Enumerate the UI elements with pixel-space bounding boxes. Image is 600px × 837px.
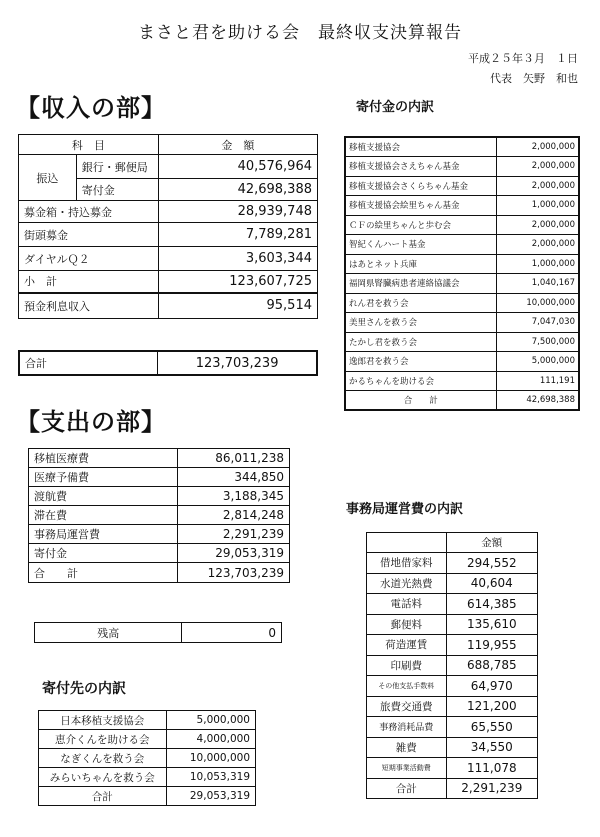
income-row-amount: 7,789,281 [158,223,317,247]
donation-received-amount: 5,000,000 [496,352,579,372]
income-row-label: 預金利息収入 [19,293,159,319]
donations-to-heading: 寄付先の内訳 [42,681,126,697]
office-cost-label: 短期事業活動費 [367,758,447,779]
office-cost-label: 雑費 [367,737,447,758]
expense-heading: 【支出の部】 [16,408,166,436]
report-date: 平成２５年３月 １日 [468,52,578,65]
donation-received-label: たかし君を救う会 [345,332,496,352]
report-title: まさと君を助ける会 最終収支決算報告 [138,23,462,43]
donation-received-label: かるちゃんを助ける会 [345,371,496,391]
income-header-amount: 金 額 [158,135,317,155]
donation-received-label: 美里さんを救う会 [345,313,496,333]
donation-received-amount: 2,000,000 [496,157,579,177]
office-cost-label: 郵便料 [367,614,447,635]
office-cost-amount: 135,610 [446,614,537,635]
income-table [18,134,318,319]
donation-received-amount: 2,000,000 [496,215,579,235]
income-row-label: 募金箱・持込募金 [19,201,159,223]
office-costs-heading: 事務局運営費の内訳 [346,502,464,517]
donation-to-label: なぎくんを救う会 [39,749,167,768]
donations-received-heading: 寄付金の内訳 [356,100,435,115]
office-costs-header-amount: 金額 [446,533,537,553]
donations-received-table [344,136,580,411]
income-total-label: 合計 [19,351,158,375]
income-row-label: 寄付金 [76,179,158,201]
income-row-amount: 95,514 [158,293,317,319]
expense-table [28,448,290,583]
office-cost-label: 旅費交通費 [367,696,447,717]
office-cost-label: 印刷費 [367,655,447,676]
donation-to-total-label: 合計 [39,787,167,806]
income-row-amount: 3,603,344 [158,247,317,271]
donation-to-amount: 4,000,000 [166,730,255,749]
income-row-amount: 40,576,964 [158,155,317,179]
expense-row-label: 医療予備費 [29,468,178,487]
donation-received-label: 福岡県腎臓病患者連絡協議会 [345,274,496,294]
donation-received-total-amount: 42,698,388 [496,391,579,411]
donation-received-label: れん君を救う会 [345,293,496,313]
donation-to-total-amount: 29,053,319 [166,787,255,806]
income-heading: 【収入の部】 [16,94,166,122]
donation-received-amount: 7,500,000 [496,332,579,352]
office-cost-label: 荷造運賃 [367,635,447,656]
income-row-label: ダイヤルＱ２ [19,247,159,271]
income-transfer-label: 振込 [19,155,77,201]
office-cost-amount: 688,785 [446,655,537,676]
office-cost-amount: 119,955 [446,635,537,656]
donation-to-amount: 10,053,319 [166,768,255,787]
office-cost-amount: 65,550 [446,717,537,738]
donation-received-amount: 1,040,167 [496,274,579,294]
income-header-item: 科 目 [19,135,159,155]
donation-received-label: 逸郎君を救う会 [345,352,496,372]
donation-to-amount: 5,000,000 [166,711,255,730]
donation-to-amount: 10,000,000 [166,749,255,768]
donation-received-label: 移植支援協会 [345,137,496,157]
donation-to-label: 恵介くんを助ける会 [39,730,167,749]
income-row-amount: 42,698,388 [158,179,317,201]
expense-row-amount: 2,814,248 [178,506,290,525]
donation-received-amount: 2,000,000 [496,176,579,196]
office-cost-amount: 111,078 [446,758,537,779]
office-cost-amount: 40,604 [446,573,537,594]
donation-received-amount: 10,000,000 [496,293,579,313]
office-cost-label: 電話料 [367,594,447,615]
representative: 代表 矢野 和也 [490,72,578,85]
balance-amount: 0 [182,623,282,643]
office-cost-amount: 64,970 [446,676,537,697]
expense-row-amount: 2,291,239 [178,525,290,544]
expense-row-label: 渡航費 [29,487,178,506]
donation-received-amount: 2,000,000 [496,137,579,157]
balance-label: 残高 [35,623,182,643]
income-total-amount: 123,703,239 [158,351,317,375]
office-cost-amount: 614,385 [446,594,537,615]
expense-row-label: 移植医療費 [29,449,178,468]
donation-received-label: はあとネット兵庫 [345,254,496,274]
donation-received-label: ＣＦの絵里ちゃんと歩む会 [345,215,496,235]
expense-row-label: 寄付金 [29,544,178,563]
donation-received-amount: 7,047,030 [496,313,579,333]
income-row-label: 街頭募金 [19,223,159,247]
income-subtotal-label: 小 計 [19,271,159,293]
expense-total-label: 合 計 [29,563,178,583]
income-subtotal-amount: 123,607,725 [158,271,317,293]
expense-row-label: 事務局運営費 [29,525,178,544]
donations-to-table [38,710,256,806]
donation-to-label: みらいちゃんを救う会 [39,768,167,787]
donation-received-label: 移植支援協会さくらちゃん基金 [345,176,496,196]
expense-row-amount: 344,850 [178,468,290,487]
income-row-amount: 28,939,748 [158,201,317,223]
income-row-label: 銀行・郵便局 [76,155,158,179]
income-total-table [18,350,318,376]
donation-to-label: 日本移植支援協会 [39,711,167,730]
office-cost-amount: 34,550 [446,737,537,758]
donation-received-total-label: 合 計 [345,391,496,411]
donation-received-label: 移植支援協会絵里ちゃん基金 [345,196,496,216]
donation-received-amount: 1,000,000 [496,254,579,274]
office-cost-label: 水道光熱費 [367,573,447,594]
office-cost-label: その他支払手数料 [367,676,447,697]
donation-received-amount: 2,000,000 [496,235,579,255]
expense-total-amount: 123,703,239 [178,563,290,583]
expense-row-label: 滞在費 [29,506,178,525]
office-cost-amount: 121,200 [446,696,537,717]
donation-received-label: 移植支援協会さえちゃん基金 [345,157,496,177]
office-cost-total-amount: 2,291,239 [446,778,537,799]
expense-row-amount: 29,053,319 [178,544,290,563]
expense-row-amount: 86,011,238 [178,449,290,468]
donation-received-label: 智紀くんハート基金 [345,235,496,255]
office-cost-label: 事務消耗品費 [367,717,447,738]
office-cost-label: 借地借家料 [367,553,447,574]
office-costs-header-blank [367,533,447,553]
office-cost-total-label: 合計 [367,778,447,799]
office-costs-table [366,532,538,799]
balance-table [34,622,282,643]
donation-received-amount: 1,000,000 [496,196,579,216]
expense-row-amount: 3,188,345 [178,487,290,506]
donation-received-amount: 111,191 [496,371,579,391]
office-cost-amount: 294,552 [446,553,537,574]
